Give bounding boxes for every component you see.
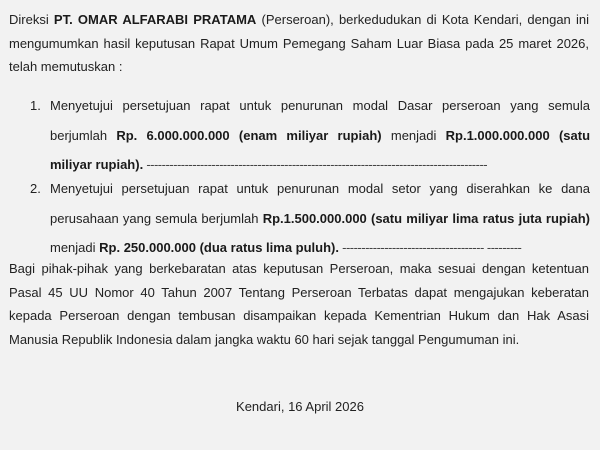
dash-filler: -----------------------------------------------------------------------------------------: [143, 157, 488, 172]
item-text: menjadi: [381, 127, 446, 143]
intro-paragraph: [9, 8, 589, 79]
intro-prefix: Direksi: [9, 12, 54, 27]
intro-suffix: (Perseroan), berkedudukan di Kota Kendari, dengan ini mengumumkan hasil keputusan Rapat Umum Pemegang Saham Luar Biasa pada 25 maret 2026, telah memutuskan :: [9, 12, 589, 74]
company-name: PT. OMAR ALFARABI PRATAMA: [53, 12, 257, 27]
amount-after: Rp.1.000.000.000 (satu miliyar rupiah).: [50, 127, 591, 172]
closing-paragraph: Bagi pihak-pihak yang berkebaratan atas keputusan Perseroan, maka sesuai dengan ketentuan Pasal 45 UU Nomor 40 Tahun 2007 Tentang Perseroan Terbatas dapat mengajukan keberatan kepada Perseroan dengan tembusan disampaikan kepada Kementrian Hukum dan Hak Asasi Manusia Republik Indonesia dalam jangka waktu 60 hari sejak tanggal Pengumuman ini.: [9, 261, 589, 347]
item-text: Menyetujui persetujuan rapat untuk penurunan modal setor yang diserahkan ke dana perusahaan yang semula berjumlah: [50, 181, 590, 226]
amount-before: Rp.1.500.000.000 (satu miliyar lima ratus juta rupiah): [262, 210, 590, 226]
list-number: 2.: [30, 181, 41, 196]
date-line: Kendari, 16 April 2026: [236, 399, 364, 414]
list-item: [30, 174, 590, 263]
decision-list-item-2: [30, 174, 590, 263]
decision-list-item-1: [30, 91, 590, 180]
amount-after: Rp. 250.000.000 (dua ratus lima puluh).: [99, 240, 339, 255]
list-item: [30, 91, 590, 180]
item-text: menjadi: [50, 240, 100, 255]
amount-before: Rp. 6.000.000.000 (enam miliyar rupiah): [116, 127, 382, 143]
dash-filler: ------------------------------------- ---------: [339, 240, 522, 255]
item-text: Menyetujui persetujuan rapat untuk penurunan modal Dasar perseroan yang semula berjumlah: [50, 98, 590, 143]
list-number: 1.: [30, 98, 41, 113]
